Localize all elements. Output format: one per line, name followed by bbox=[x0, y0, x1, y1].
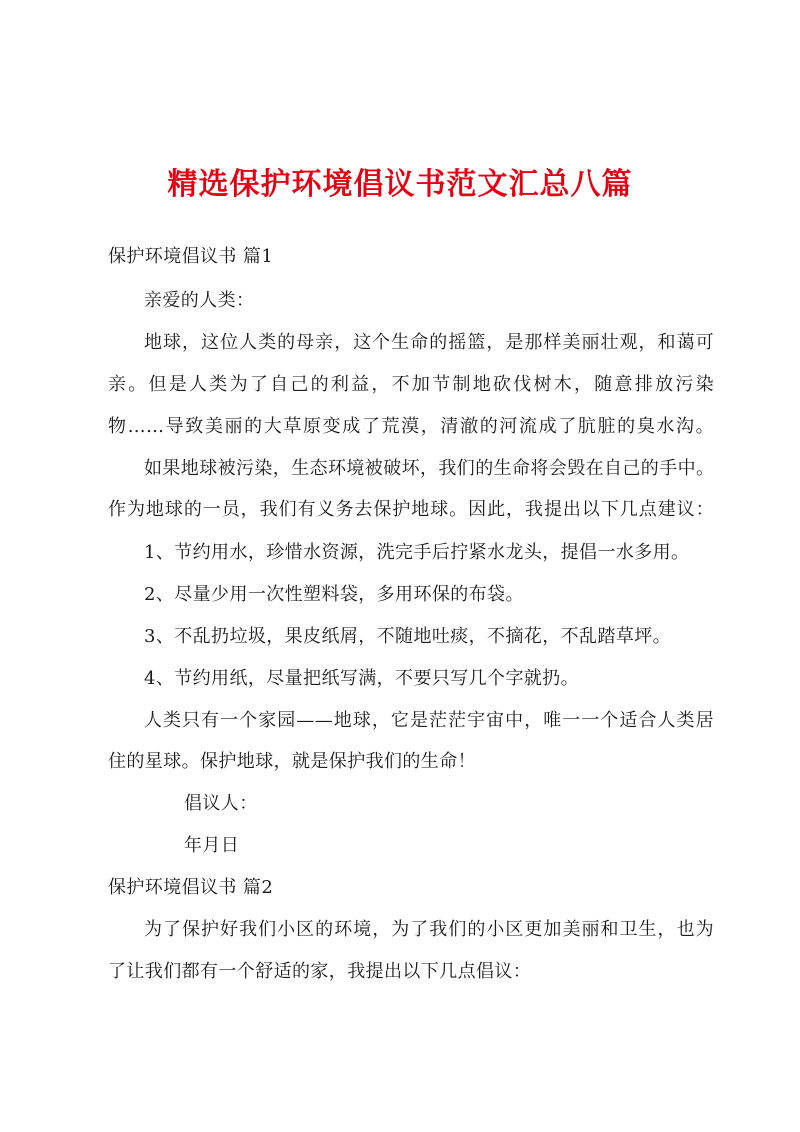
paragraph-line: 亲。但是人类为了自己的利益，不加节制地砍伐树木，随意排放污染 bbox=[108, 374, 714, 395]
date-label: 年月日 bbox=[184, 835, 240, 856]
document-title: 精选保护环境倡议书范文汇总八篇 bbox=[167, 167, 633, 202]
salutation: 亲爱的人类： bbox=[144, 290, 255, 311]
list-item: 2、尽量少用一次性塑料袋，多用环保的布袋。 bbox=[144, 584, 524, 605]
paragraph-line: 物……导致美丽的大草原变成了荒漠，清澈的河流成了肮脏的臭水沟。 bbox=[108, 416, 714, 437]
signature-label: 倡议人： bbox=[184, 793, 258, 814]
paragraph-line: 住的星球。保护地球，就是保护我们的生命！ bbox=[108, 751, 476, 772]
list-item: 1、节约用水，珍惜水资源，洗完手后拧紧水龙头，提倡一水多用。 bbox=[144, 542, 690, 563]
paragraph-line: 了让我们都有一个舒适的家，我提出以下几点倡议： bbox=[108, 961, 532, 982]
paragraph-line: 作为地球的一员，我们有义务去保护地球。因此，我提出以下几点建议： bbox=[108, 499, 714, 520]
paragraph-line: 地球，这位人类的母亲，这个生命的摇篮，是那样美丽壮观，和蔼可 bbox=[144, 332, 714, 353]
list-item: 3、不乱扔垃圾，果皮纸屑，不随地吐痰，不摘花，不乱踏草坪。 bbox=[144, 626, 672, 647]
paragraph-line: 人类只有一个家园——地球，它是茫茫宇宙中，唯一一个适合人类居 bbox=[144, 710, 714, 731]
paragraph-line: 为了保护好我们小区的环境，为了我们的小区更加美丽和卫生，也为 bbox=[144, 919, 714, 940]
section-heading-1: 保护环境倡议书 篇1 bbox=[108, 246, 274, 267]
list-item: 4、节约用纸，尽量把纸写满，不要只写几个字就扔。 bbox=[144, 668, 580, 689]
section-heading-2: 保护环境倡议书 篇2 bbox=[108, 877, 274, 898]
paragraph-line: 如果地球被污染，生态环境被破坏，我们的生命将会毁在自己的手中。 bbox=[144, 458, 715, 479]
